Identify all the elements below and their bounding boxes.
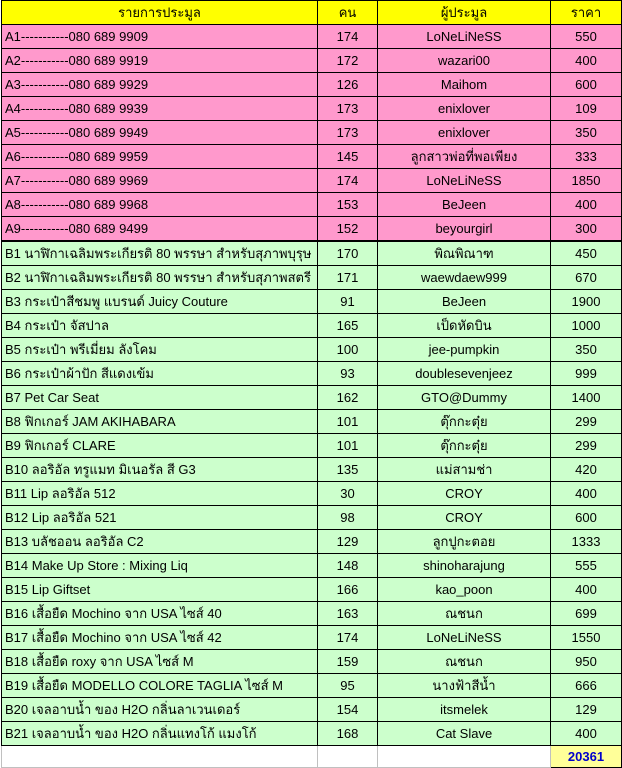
cell-people[interactable]: 173: [318, 97, 378, 121]
cell-price[interactable]: 450: [551, 241, 622, 266]
empty-cell[interactable]: [378, 746, 551, 768]
cell-item[interactable]: B20 เจลอาบน้ำ ของ H2O กลิ่นลาเวนเดอร์: [2, 698, 318, 722]
cell-bidder[interactable]: kao_poon: [378, 578, 551, 602]
cell-bidder[interactable]: LoNeLiNeSS: [378, 169, 551, 193]
cell-item[interactable]: A3-----------080 689 9929: [2, 73, 318, 97]
table-row: [2, 674, 622, 698]
table-row: [2, 410, 622, 434]
cell-bidder[interactable]: doublesevenjeez: [378, 362, 551, 386]
header-price[interactable]: ราคา: [551, 1, 622, 25]
cell-price[interactable]: 600: [551, 506, 622, 530]
cell-price[interactable]: 600: [551, 73, 622, 97]
table-row: [2, 554, 622, 578]
cell-people[interactable]: 135: [318, 458, 378, 482]
header-item[interactable]: รายการประมูล: [2, 1, 318, 25]
cell-bidder[interactable]: ณชนก: [378, 650, 551, 674]
cell-price[interactable]: 420: [551, 458, 622, 482]
cell-item[interactable]: B9 ฟิกเกอร์ CLARE: [2, 434, 318, 458]
cell-item[interactable]: B13 บลัชออน ลอริอัล C2: [2, 530, 318, 554]
cell-price[interactable]: 400: [551, 193, 622, 217]
cell-people[interactable]: 145: [318, 145, 378, 169]
cell-people[interactable]: 100: [318, 338, 378, 362]
cell-price[interactable]: 400: [551, 49, 622, 73]
table-row: [2, 506, 622, 530]
cell-item[interactable]: B4 กระเป๋า จัสปาล: [2, 314, 318, 338]
cell-bidder[interactable]: ตุ๊กกะตุ๋ย: [378, 434, 551, 458]
cell-bidder[interactable]: enixlover: [378, 121, 551, 145]
table-row: [2, 722, 622, 746]
cell-price[interactable]: 666: [551, 674, 622, 698]
cell-price[interactable]: 1333: [551, 530, 622, 554]
cell-price[interactable]: 350: [551, 121, 622, 145]
cell-bidder[interactable]: นางฟ้าสีน้ำ: [378, 674, 551, 698]
cell-bidder[interactable]: shinoharajung: [378, 554, 551, 578]
cell-people[interactable]: 165: [318, 314, 378, 338]
cell-item[interactable]: B11 Lip ลอริอัล 512: [2, 482, 318, 506]
cell-price[interactable]: 350: [551, 338, 622, 362]
cell-item[interactable]: B6 กระเป๋าผ้าปัก สีแดงเข้ม: [2, 362, 318, 386]
cell-people[interactable]: 166: [318, 578, 378, 602]
total-row: [2, 746, 622, 768]
table-row: [2, 217, 622, 242]
cell-bidder[interactable]: LoNeLiNeSS: [378, 626, 551, 650]
table-row: [2, 530, 622, 554]
table-row: [2, 386, 622, 410]
cell-bidder[interactable]: Maihom: [378, 73, 551, 97]
cell-item[interactable]: B1 นาฬิกาเฉลิมพระเกียรติ 80 พรรษา สำหรับสุภาพบุรุษ: [2, 241, 318, 266]
cell-price[interactable]: 400: [551, 578, 622, 602]
empty-cell[interactable]: [2, 746, 318, 768]
cell-bidder[interactable]: เป็ดหัดบิน: [378, 314, 551, 338]
cell-item[interactable]: B15 Lip Giftset: [2, 578, 318, 602]
table-row: [2, 482, 622, 506]
total-value[interactable]: 20361: [551, 746, 622, 768]
table-row: [2, 241, 622, 266]
cell-people[interactable]: 126: [318, 73, 378, 97]
cell-people[interactable]: 154: [318, 698, 378, 722]
table-row: [2, 49, 622, 73]
cell-price[interactable]: 300: [551, 217, 622, 242]
cell-people[interactable]: 171: [318, 266, 378, 290]
cell-price[interactable]: 1900: [551, 290, 622, 314]
header-people[interactable]: คน: [318, 1, 378, 25]
cell-people[interactable]: 148: [318, 554, 378, 578]
cell-price[interactable]: 129: [551, 698, 622, 722]
table-row: [2, 458, 622, 482]
cell-price[interactable]: 670: [551, 266, 622, 290]
cell-item[interactable]: A7-----------080 689 9969: [2, 169, 318, 193]
cell-price[interactable]: 1000: [551, 314, 622, 338]
cell-price[interactable]: 555: [551, 554, 622, 578]
table-row: [2, 650, 622, 674]
cell-price[interactable]: 400: [551, 482, 622, 506]
cell-people[interactable]: 93: [318, 362, 378, 386]
cell-item[interactable]: B5 กระเป๋า พรีเมี่ยม ลังโคม: [2, 338, 318, 362]
cell-people[interactable]: 172: [318, 49, 378, 73]
table-row: [2, 266, 622, 290]
cell-item[interactable]: A4-----------080 689 9939: [2, 97, 318, 121]
cell-price[interactable]: 1550: [551, 626, 622, 650]
cell-bidder[interactable]: itsmelek: [378, 698, 551, 722]
empty-cell[interactable]: [318, 746, 378, 768]
header-bidder[interactable]: ผู้ประมูล: [378, 1, 551, 25]
cell-item[interactable]: A9-----------080 689 9499: [2, 217, 318, 242]
cell-bidder[interactable]: beyourgirl: [378, 217, 551, 242]
cell-item[interactable]: B19 เสื้อยืด MODELLO COLORE TAGLIA ไซส์ M: [2, 674, 318, 698]
cell-people[interactable]: 152: [318, 217, 378, 242]
cell-bidder[interactable]: พิณพิณาฑ: [378, 241, 551, 266]
table-row: [2, 145, 622, 169]
table-row: [2, 121, 622, 145]
cell-people[interactable]: 153: [318, 193, 378, 217]
header-row: [2, 1, 622, 25]
table-row: [2, 97, 622, 121]
cell-item[interactable]: B14 Make Up Store : Mixing Liq: [2, 554, 318, 578]
cell-price[interactable]: 109: [551, 97, 622, 121]
cell-people[interactable]: 168: [318, 722, 378, 746]
cell-bidder[interactable]: LoNeLiNeSS: [378, 25, 551, 49]
cell-bidder[interactable]: ตุ๊กกะตุ๋ย: [378, 410, 551, 434]
cell-price[interactable]: 699: [551, 602, 622, 626]
cell-price[interactable]: 550: [551, 25, 622, 49]
table-row: [2, 338, 622, 362]
cell-people[interactable]: 91: [318, 290, 378, 314]
table-row: [2, 362, 622, 386]
cell-bidder[interactable]: Cat Slave: [378, 722, 551, 746]
cell-bidder[interactable]: แม่สามช่า: [378, 458, 551, 482]
cell-people[interactable]: 174: [318, 626, 378, 650]
cell-item[interactable]: B2 นาฬิกาเฉลิมพระเกียรติ 80 พรรษา สำหรับสุภาพสตรี: [2, 266, 318, 290]
table-row: [2, 434, 622, 458]
cell-item[interactable]: A6-----------080 689 9959: [2, 145, 318, 169]
table-row: [2, 169, 622, 193]
cell-people[interactable]: 101: [318, 410, 378, 434]
table-row: [2, 626, 622, 650]
cell-bidder[interactable]: ณชนก: [378, 602, 551, 626]
cell-price[interactable]: 299: [551, 434, 622, 458]
cell-item[interactable]: B16 เสื้อยืด Mochino จาก USA ไซส์ 40: [2, 602, 318, 626]
cell-people[interactable]: 98: [318, 506, 378, 530]
cell-price[interactable]: 299: [551, 410, 622, 434]
cell-item[interactable]: A5-----------080 689 9949: [2, 121, 318, 145]
cell-item[interactable]: B17 เสื้อยืด Mochino จาก USA ไซส์ 42: [2, 626, 318, 650]
cell-bidder[interactable]: CROY: [378, 506, 551, 530]
cell-people[interactable]: 163: [318, 602, 378, 626]
cell-bidder[interactable]: BeJeen: [378, 193, 551, 217]
cell-item[interactable]: B10 ลอริอัล ทรูแมท มิเนอรัล สี G3: [2, 458, 318, 482]
table-row: [2, 73, 622, 97]
table-row: [2, 602, 622, 626]
cell-price[interactable]: 1400: [551, 386, 622, 410]
table-row: [2, 25, 622, 49]
auction-table: [1, 0, 622, 768]
cell-bidder[interactable]: ลูกปูกะตอย: [378, 530, 551, 554]
cell-people[interactable]: 174: [318, 25, 378, 49]
cell-bidder[interactable]: waewdaew999: [378, 266, 551, 290]
cell-price[interactable]: 333: [551, 145, 622, 169]
cell-item[interactable]: A8-----------080 689 9968: [2, 193, 318, 217]
cell-item[interactable]: A1-----------080 689 9909: [2, 25, 318, 49]
cell-people[interactable]: 170: [318, 241, 378, 266]
cell-bidder[interactable]: jee-pumpkin: [378, 338, 551, 362]
cell-people[interactable]: 95: [318, 674, 378, 698]
cell-item[interactable]: B21 เจลอาบน้ำ ของ H2O กลิ่นแทงโก้ แมงโก้: [2, 722, 318, 746]
cell-bidder[interactable]: CROY: [378, 482, 551, 506]
table-row: [2, 314, 622, 338]
cell-people[interactable]: 173: [318, 121, 378, 145]
table-row: [2, 698, 622, 722]
cell-bidder[interactable]: wazari00: [378, 49, 551, 73]
table-row: [2, 578, 622, 602]
cell-price[interactable]: 999: [551, 362, 622, 386]
cell-bidder[interactable]: ลูกสาวพ่อที่พอเพียง: [378, 145, 551, 169]
table-body: [2, 25, 622, 768]
cell-price[interactable]: 1850: [551, 169, 622, 193]
cell-people[interactable]: 159: [318, 650, 378, 674]
cell-people[interactable]: 162: [318, 386, 378, 410]
cell-bidder[interactable]: BeJeen: [378, 290, 551, 314]
cell-people[interactable]: 30: [318, 482, 378, 506]
cell-price[interactable]: 950: [551, 650, 622, 674]
cell-item[interactable]: B7 Pet Car Seat: [2, 386, 318, 410]
cell-price[interactable]: 400: [551, 722, 622, 746]
cell-people[interactable]: 129: [318, 530, 378, 554]
cell-item[interactable]: A2-----------080 689 9919: [2, 49, 318, 73]
cell-people[interactable]: 174: [318, 169, 378, 193]
cell-item[interactable]: B18 เสื้อยืด roxy จาก USA ไซส์ M: [2, 650, 318, 674]
cell-item[interactable]: B8 ฟิกเกอร์ JAM AKIHABARA: [2, 410, 318, 434]
cell-item[interactable]: B3 กระเป๋าสีชมพู แบรนด์ Juicy Couture: [2, 290, 318, 314]
cell-people[interactable]: 101: [318, 434, 378, 458]
table-row: [2, 193, 622, 217]
cell-bidder[interactable]: GTO@Dummy: [378, 386, 551, 410]
cell-bidder[interactable]: enixlover: [378, 97, 551, 121]
table-row: [2, 290, 622, 314]
cell-item[interactable]: B12 Lip ลอริอัล 521: [2, 506, 318, 530]
